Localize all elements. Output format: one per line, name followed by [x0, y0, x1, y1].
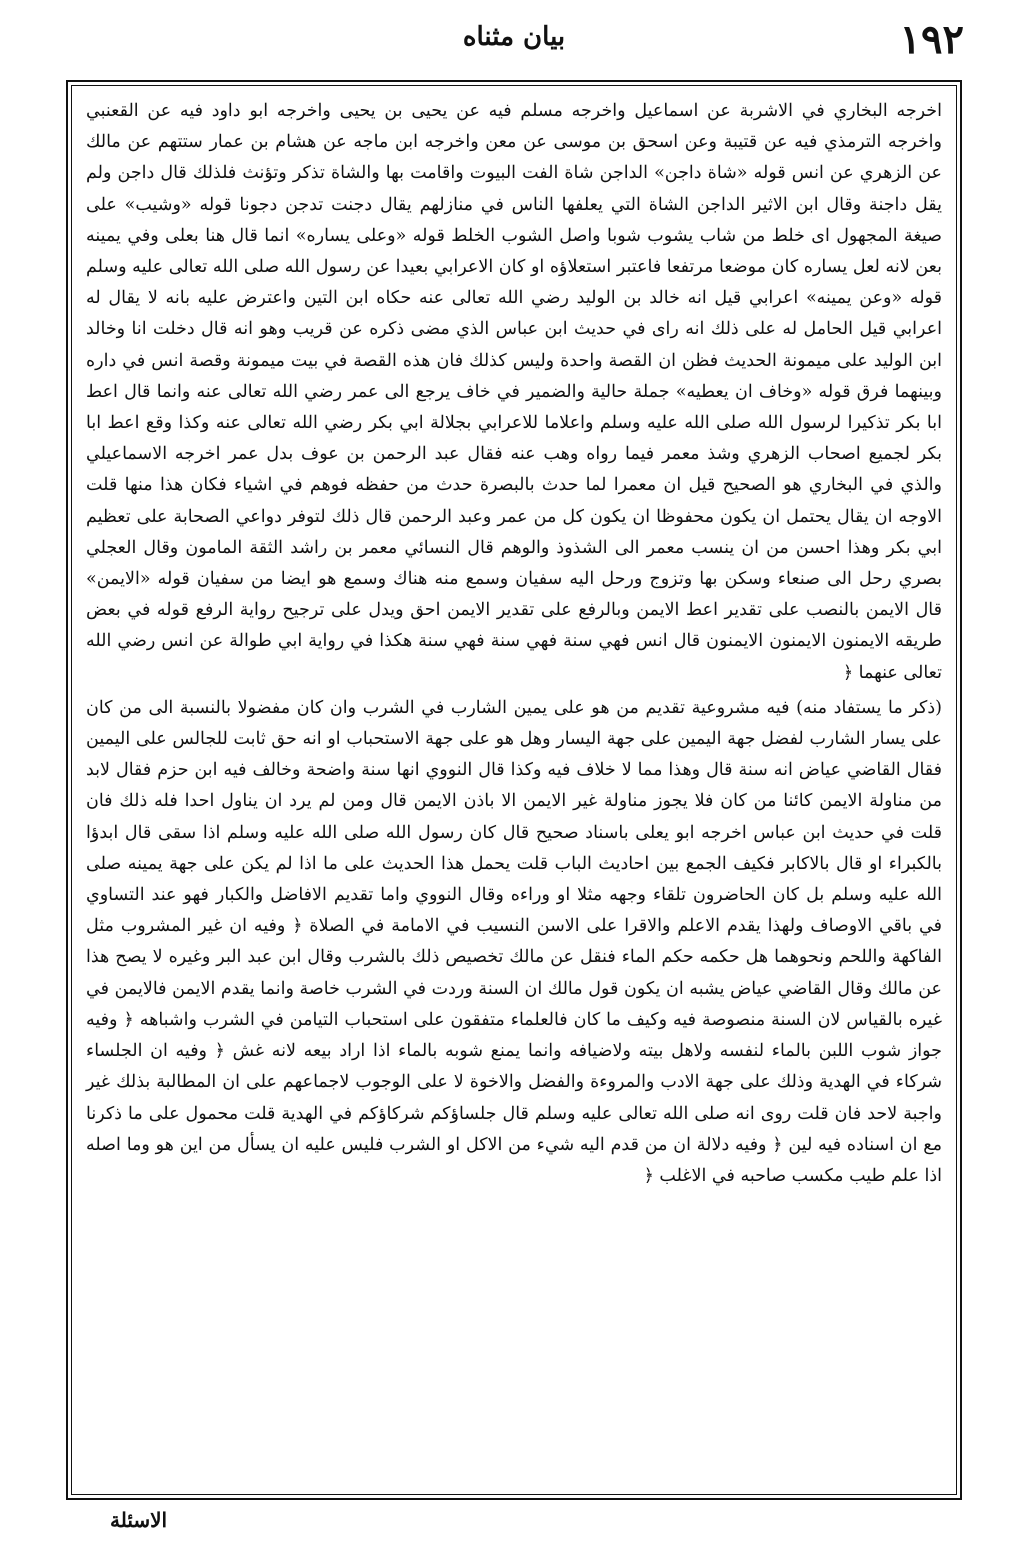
catchword: الاسئلة — [110, 1508, 168, 1532]
paragraph-1: اخرجه البخاري في الاشربة عن اسماعيل واخرجه مسلم فيه عن يحيى بن يحيى واخرجه ابو داود فيه عن القعنبي واخرجه الترمذي فيه عن قتيبة وعن اسحق بن موسى عن معن واخرجه ابن ماجه عن هشام بن عمار ستتهم عن مالك عن الزهري عن انس قوله «شاة داجن» الداجن شاة الفت البيوت واقامت بها والشاة تذكر وتؤنث فلذلك قال داجن ولم يقل داجنة وقال ابن الاثير الداجن الشاة التي يعلفها الناس في منازلهم يقال دجنت تدجن دجونا قوله «وشيب» على صيغة المجهول اى خلط من شاب يشوب شوبا واصل الشوب الخلط قوله «وعلى يساره» انما قال هنا بعلى وفي يمينه بعن لانه لعل يساره كان موضعا مرتفعا فاعتبر استعلاؤه او كان الاعرابي بعيدا عن رسول الله صلى الله تعالى عليه وسلم قوله «وعن يمينه» اعرابي قيل انه خالد بن الوليد رضي الله تعالى عنه حكاه ابن التين واعترض عليه بانه لا يقال له اعرابي قيل الحامل له على ذلك انه راى في حديث ابن عباس الذي مضى ذكره عن قريب وهو انه قال دخلت انا وخالد ابن الوليد على ميمونة الحديث فظن ان القصة واحدة وليس كذلك فان هذه القصة في بيت ميمونة وقصة انس في داره وبينهما فرق قوله «وخاف ان يعطيه» جملة حالية والضمير في خاف يرجع الى عمر رضي الله تعالى عنه وانما قال اعط ابا بكر تذكيرا لرسول الله صلى الله عليه وسلم واعلاما للاعرابي بجلالة ابي بكر رضي الله تعالى عنه وكذا وقع اعط ابا بكر لجميع اصحاب الزهري وشذ معمر فيما رواه وهب عنه فقال عبد الرحمن بن عوف بدل عمر اخرجه الاسماعيلي والذي في البخاري هو الصحيح قيل ان معمرا لما حدث بالبصرة حدث من حفظه فوهم في اشياء فكان هذا منها قلت الاوجه ان يقال يحتمل ان يكون محفوظا ان يكون كل من عمر وعبد الرحمن قال ذلك لتوفر دواعي الصحابة على تعظيم ابي بكر وهذا احسن من ان ينسب معمر الى الشذوذ والوهم قال النسائي معمر بن راشد الثقة المامون وقال العجلي بصري رحل الى صنعاء وسكن بها وتزوج ورحل اليه سفيان وسمع منه هناك وسمع هو ايضا من سفيان قوله «الايمن» قال الايمن بالنصب على تقدير اعط الايمن وبالرفع على تقدير الايمن احق ويدل على ترجيح رواية الرفع قوله في بعض طريقه الايمنون الايمنون الايمنون قال انس فهي سنة فهي سنة فهي سنة هكذا في رواية ابي طوالة عن انس رضي الله تعالى عنهما ﴿ — [86, 101, 942, 683]
page-header — [64, 8, 964, 80]
running-head: بيان مثناه — [462, 22, 566, 52]
paragraph-2: (ذكر ما يستفاد منه) فيه مشروعية تقديم من هو على يمين الشارب في الشرب وان كان مفضولا بالنسبة الى من كان على يسار الشارب لفضل جهة اليمين على جهة اليسار وهل هو على جهة الاستحباب او انه حق ثابت للجالس على اليمين فقال القاضي عياض انه سنة قال وهذا مما لا خلاف فيه وكذا قال النووي انها سنة واضحة وخالف فيه ابن حزم فقال لابد من مناولة الايمن كائنا من كان فلا يجوز مناولة غير الايمن الا باذن الايمن قال ومن لم يرد ان يناول احدا فله ذلك فان قلت في حديث ابن عباس اخرجه ابو يعلى باسناد صحيح قال كان رسول الله صلى الله عليه وسلم اذا سقى قال ابدؤا بالكبراء او قال بالاكابر فكيف الجمع بين احاديث الباب قلت يحمل هذا الحديث على ما اذا لم يكن على جهة يمينه صلى الله عليه وسلم بل كان الحاضرون تلقاء وجهه مثلا او وراءه وقال النووي واما تقديم الافاضل والكبار فهو عند التساوي في باقي الاوصاف ولهذا يقدم الاعلم والاقرا على الاسن النسيب في الامامة في الصلاة ﴿ وفيه ان غير المشروب مثل الفاكهة واللحم ونحوهما هل حكمه حكم الماء فنقل عن مالك تخصيص ذلك بالشرب وقال ابن عبد البر وغيره لا يصح هذا عن مالك وقال القاضي عياض يشبه ان يكون قول مالك ان السنة وردت في الشرب خاصة وانما يقدم الايمن فالايمن في غيره بالقياس لان السنة منصوصة فيه وكيف ما كان فالعلماء متفقون على استحباب التيامن في الشرب واشباهه ﴿ وفيه جواز شوب اللبن بالماء لنفسه ولاهل بيته ولاضيافه وانما يمنع شوبه بالماء اذا اراد بيعه لانه غش ﴿ وفيه ان الجلساء شركاء في الهدية وذلك على جهة الادب والمروءة والفضل والاخوة لا على الوجوب لاجماعهم على ان المطالبة بذلك غير واجبة لاحد فان قلت روى انه صلى الله تعالى عليه وسلم قال جلساؤكم شركاؤكم في الهدية قلت محمول على ما ذكرنا مع ان اسناده فيه لين ﴿ وفيه دلالة ان من قدم اليه شيء من الاكل او الشرب فليس عليه ان يسأل من اين هو وما اصله اذا علم طيب مكسب صاحبه في الاغلب ﴿ — [86, 697, 942, 1186]
main-text — [86, 96, 942, 1192]
page-number: ١٩٢ — [899, 16, 964, 63]
